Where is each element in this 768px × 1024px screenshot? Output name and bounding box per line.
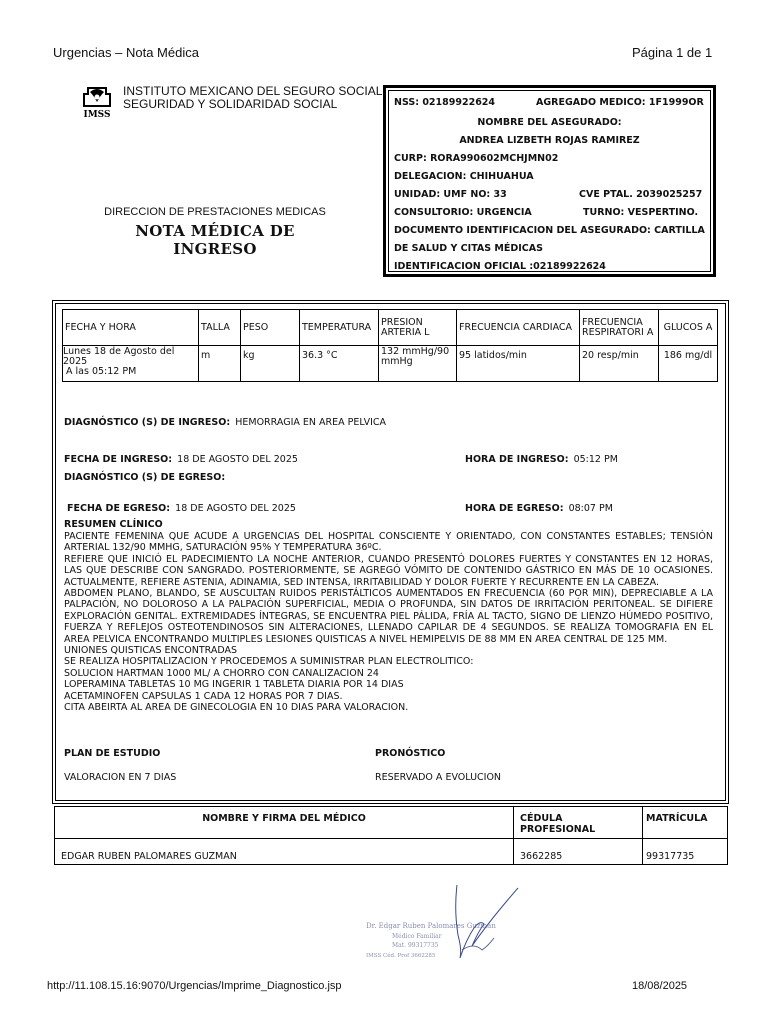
nombre-asegurado: ANDREA LIZBETH ROJAS RAMIREZ — [459, 135, 640, 146]
hora-egreso — [465, 496, 613, 515]
dx-ingreso-label: DIAGNÓSTICO (S) DE INGRESO: — [64, 417, 231, 428]
documento-identificacion-cont: DE SALUD Y CITAS MÉDICAS — [394, 243, 543, 254]
vitals-table — [62, 309, 718, 382]
table-row — [55, 839, 728, 865]
plan-value: VALORACION EN 7 DIAS — [64, 772, 177, 783]
resumen-paragraph: LOPERAMINA TABLETAS 10 MG INGERIR 1 TABLETA DIARIA POR 14 DIAS — [64, 679, 404, 691]
stamp-line-4: IMSS Céd. Prof 3662285 — [366, 953, 436, 959]
fecha-ingreso-label: FECHA DE INGRESO: — [64, 454, 173, 465]
nombre-label: NOMBRE DEL ASEGURADO: — [477, 117, 622, 128]
hora-egreso-value: 08:07 PM — [568, 503, 613, 514]
institution-motto: SEGURIDAD Y SOLIDARIDAD SOCIAL — [123, 97, 338, 111]
stamp-line-1: Dr. Edgar Ruben Palomares Guzman — [366, 922, 496, 930]
vitals-header-fecha: FECHA Y HORA — [63, 310, 199, 346]
vitals-fecha: Lunes 18 de Agosto del 2025 — [63, 346, 175, 367]
vitals-fecha-cell — [63, 346, 199, 382]
stamp-line-2: Médico Familiar — [392, 933, 442, 940]
fecha-egreso-value: 18 DE AGOSTO DEL 2025 — [175, 503, 296, 514]
vitals-presion: 132 mmHg/90 mmHg — [379, 346, 457, 382]
vitals-header-presion: PRESION ARTERIA L — [379, 310, 457, 346]
doctor-stamp-signature — [362, 880, 532, 970]
resumen-paragraph: REFIERE QUE INICIÓ EL PADECIMIENTO LA NOCHE ANTERIOR, CUANDO PRESENTÓ DOLORES FUERTES Y CONSTANTES EN 12 HORAS, LAS QUE DESCRIBE CON SANGRADO. POSTERIORMENTE, SE AGREGÓ VÓMITO DE CONTENIDO GÁSTRICO EN MÁS DE 10 OCASIONES. ACTUALMENTE, REFIERE ASTENIA, ADINAMIA, SED INTENSA, IRRITABILIDAD Y DOLOR FUERTE Y RECURRENTE EN LA CABEZA. — [64, 553, 713, 588]
sig-header-cedula-cell — [514, 807, 643, 839]
institution-name: INSTITUTO MEXICANO DEL SEGURO SOCIAL — [123, 84, 383, 98]
curp: CURP: RORA990602MCHJMN02 — [394, 153, 559, 164]
resumen-paragraph: UNIONES QUISTICAS ENCONTRADAS — [64, 645, 238, 657]
fecha-ingreso-value: 18 DE AGOSTO DEL 2025 — [177, 454, 298, 465]
sig-header-nombre — [55, 807, 514, 839]
dx-ingreso — [64, 410, 386, 429]
hora-egreso-label: HORA DE EGRESO: — [465, 503, 564, 514]
patient-info-box — [383, 85, 716, 277]
dx-ingreso-value: HEMORRAGIA EN AREA PELVICA — [235, 417, 387, 428]
vitals-peso: kg — [241, 346, 300, 382]
page-number: Página 1 de 1 — [632, 45, 713, 60]
consultorio: CONSULTORIO: URGENCIA — [394, 207, 532, 218]
turno: TURNO: VESPERTINO. — [583, 207, 699, 218]
vitals-header-fc: FRECUENCIA CARDIACA — [457, 310, 580, 346]
nss: NSS: 02189922624 — [394, 97, 496, 108]
agregado-medico: AGREGADO MEDICO: 1F1999OR — [536, 97, 704, 108]
hora-ingreso-value: 05:12 PM — [573, 454, 618, 465]
vitals-header-fr: FRECUENCIA RESPIRATORI A — [580, 310, 659, 346]
fecha-egreso — [67, 496, 296, 515]
dx-egreso-label: DIAGNÓSTICO (S) DE EGRESO: — [64, 472, 226, 483]
stamp-line-3: Mat. 99317735 — [392, 942, 439, 949]
pronostico-label: PRONÓSTICO — [375, 748, 446, 759]
identificacion-oficial: IDENTIFICACION OFICIAL :02189922624 — [394, 261, 606, 272]
resumen-paragraph: ABDOMEN PLANO, BLANDO, SE AUSCULTAN RUIDOS PERISTÁLTICOS AUMENTADOS EN FRECUENCIA (60 POR MIN), DEPRECIABLE A LA PALPACIÓN, NO DOLOROSO A LA PALPACIÓN SUPERFICIAL, MEDIA O PROFUNDA, SIN DATOS DE IRRITACIÓN PERITONEAL. SE DIFIERE EXPLORACIÓN GENITAL. EXTREMIDADES ÍNTEGRAS, SE ENCUENTRA PIEL PÁLIDA, FRÍA AL TACTO, SIGNO DE LIENZO HÚMEDO POSITIVO, FUERZA Y REFLEJOS OSTEOTENDINOSOS SIN ALTERACIONES, LLENADO CAPILAR DE 4 SEGUNDOS. SE REALIZA TOMOGRAFIA EN EL AREA PELVICA ENCONTRANDO MULTIPLES LESIONES QUISTICAS A NIVEL HEMIPELVIS DE 88 MM EN AREA CENTRAL DE 125 MM. — [64, 588, 713, 645]
unidad: UNIDAD: UMF NO: 33 — [394, 189, 507, 200]
footer-url: http://11.108.15.16:9070/Urgencias/Imprime_Diagnostico.jsp — [47, 980, 342, 992]
footer-date: 18/08/2025 — [632, 980, 688, 992]
medico-cedula: 3662285 — [514, 839, 643, 865]
documento-identificacion: DOCUMENTO IDENTIFICACION DEL ASEGURADO: CARTILLA — [394, 225, 705, 236]
vitals-glucosa: 186 mg/dl — [659, 346, 718, 382]
direction-label: DIRECCION DE PRESTACIONES MEDICAS — [104, 206, 326, 218]
pronostico-value: RESERVADO A EVOLUCION — [375, 772, 502, 783]
vitals-header-talla: TALLA — [199, 310, 241, 346]
hora-ingreso-label: HORA DE INGRESO: — [465, 454, 569, 465]
delegacion: DELEGACION: CHIHUAHUA — [394, 171, 534, 182]
document-title: NOTA MÉDICA DE INGRESO — [135, 222, 295, 258]
vitals-hora: A las 05:12 PM — [66, 366, 137, 377]
resumen-paragraph: CITA ABEIRTA AL AREA DE GINECOLOGIA EN 10 DIAS PARA VALORACION. — [64, 702, 409, 714]
header-title: Urgencias – Nota Médica — [53, 45, 199, 60]
imss-logo-icon — [80, 86, 114, 120]
resumen-title: RESUMEN CLÍNICO — [64, 519, 163, 530]
vitals-header-glucosa: GLUCOS A — [659, 310, 718, 346]
resumen-paragraph: PACIENTE FEMENINA QUE ACUDE A URGENCIAS DEL HOSPITAL CONSCIENTE Y ORIENTADO, CON CONSTANTES ESTABLES; TENSIÓN ARTERIAL 132/90 MMHG, SATURACIÓN 95% Y TEMPERATURA 36ºC. — [64, 531, 713, 554]
sig-header-nombre-text: NOMBRE Y FIRMA DEL MÉDICO — [202, 813, 366, 824]
resumen-paragraph: SOLUCION HARTMAN 1000 ML/ A CHORRO CON CANALIZACION 24 — [64, 667, 379, 679]
fecha-ingreso — [64, 447, 298, 466]
vitals-fc: 95 latidos/min — [457, 346, 580, 382]
signature-table — [54, 806, 728, 865]
medico-matricula: 99317735 — [643, 839, 728, 865]
table-row — [63, 346, 718, 382]
vitals-talla: m — [199, 346, 241, 382]
hora-ingreso — [465, 447, 618, 466]
cve-ptal: CVE PTAL. 2039025257 — [579, 189, 703, 200]
resumen-paragraph: ACETAMINOFEN CAPSULAS 1 CADA 12 HORAS POR 7 DIAS. — [64, 690, 343, 702]
medico-nombre: EDGAR RUBEN PALOMARES GUZMAN — [55, 839, 514, 865]
sig-header-matricula: MATRÍCULA — [643, 807, 728, 839]
vitals-fr: 20 resp/min — [580, 346, 659, 382]
plan-label: PLAN DE ESTUDIO — [64, 748, 161, 759]
vitals-header-temperatura: TEMPERATURA — [300, 310, 379, 346]
vitals-header-peso: PESO — [241, 310, 300, 346]
resumen-paragraph: SE REALIZA HOSPITALIZACION Y PROCEDEMOS A SUMINISTRAR PLAN ELECTROLITICO: — [64, 656, 474, 668]
vitals-temperatura: 36.3 °C — [300, 346, 379, 382]
fecha-egreso-label: FECHA DE EGRESO: — [67, 503, 171, 514]
sig-header-cedula: CÉDULA PROFESIONAL — [520, 813, 596, 835]
imss-logo-text: IMSS — [83, 110, 111, 120]
resumen-clinico — [64, 531, 713, 714]
